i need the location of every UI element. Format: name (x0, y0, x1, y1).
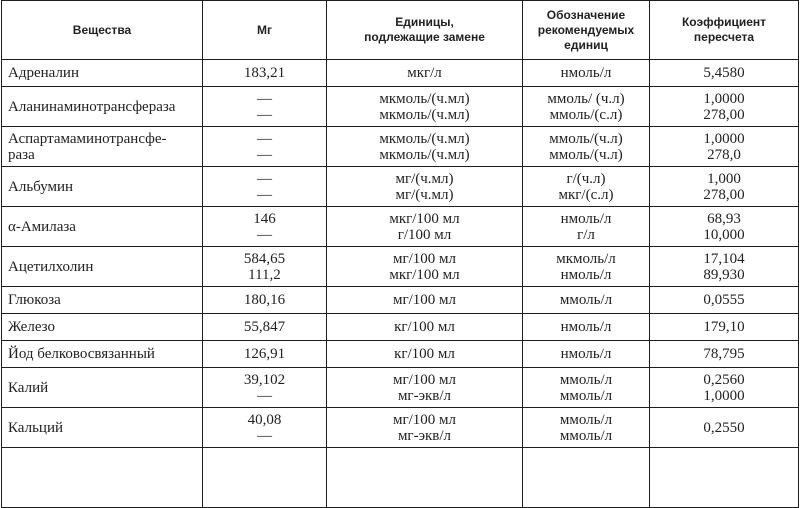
cell-value: 1,0000 (703, 387, 745, 404)
mg-cell (203, 60, 327, 87)
cell-value: мкг/100 мл (389, 266, 460, 283)
header-substance (2, 1, 203, 60)
cell-value: 78,795 (703, 346, 745, 362)
header-mg (203, 1, 327, 60)
coefficient-cell (650, 368, 799, 408)
cell-value: мг/100 мл (392, 411, 457, 428)
cell-value: ммоль/(ч.л) (549, 146, 623, 163)
recommended-cell (523, 127, 650, 167)
substance-cell (2, 60, 203, 87)
units-cell (327, 368, 523, 408)
cell-value: Глюкоза (8, 292, 61, 308)
recommended-cell (523, 408, 650, 448)
cell-value: мг/100 мл (392, 371, 457, 388)
cell-value: 111,2 (248, 266, 281, 283)
cell-value: ммоль/л (559, 371, 613, 388)
header-coefficient (650, 1, 799, 60)
coefficient-cell (650, 60, 799, 87)
table-row (2, 247, 799, 287)
table-row (2, 408, 799, 448)
cell-value: — (257, 146, 272, 163)
cell-value: раза (8, 146, 35, 163)
substance-cell (2, 341, 203, 368)
cell-value: г/л (577, 226, 595, 243)
coefficient-cell (650, 314, 799, 341)
units-cell (327, 247, 523, 287)
cell-value: — (257, 106, 272, 123)
cell-value: 584,65 (243, 250, 286, 267)
mg-cell (203, 408, 327, 448)
units-cell (327, 314, 523, 341)
cell-value: 68,93 (707, 210, 741, 227)
empty-row (2, 448, 799, 508)
units-cell (327, 167, 523, 207)
table-row (2, 368, 799, 408)
recommended-cell (523, 368, 650, 408)
cell-value: мкмоль/(ч.мл) (379, 130, 470, 147)
empty-cell (2, 448, 203, 508)
cell-value: Железо (8, 319, 55, 335)
cell-value: нмоль/л (560, 346, 612, 362)
units-cell (327, 408, 523, 448)
mg-cell (203, 368, 327, 408)
cell-value: 0,2550 (703, 419, 745, 436)
cell-value: ммоль/ (ч.л) (547, 90, 625, 107)
header-line: рекомендуемых (537, 22, 635, 37)
coefficient-cell (650, 341, 799, 368)
cell-value: Адреналин (8, 65, 79, 81)
table-row (2, 314, 799, 341)
cell-value: 146 (253, 210, 276, 227)
cell-value: мкмоль/(ч.мл) (379, 146, 470, 163)
table-row (2, 341, 799, 368)
recommended-cell (523, 314, 650, 341)
cell-value: 17,104 (703, 250, 745, 267)
header-line: Единицы, (395, 15, 454, 29)
table-row (2, 167, 799, 207)
cell-value: Калий (8, 379, 49, 396)
cell-value: 5,4580 (703, 65, 745, 81)
header-line: Обозначение (546, 7, 626, 22)
substance-cell (2, 127, 203, 167)
recommended-cell (523, 167, 650, 207)
mg-cell (203, 127, 327, 167)
header-units (327, 1, 523, 60)
cell-value: мг/100 мл (392, 250, 457, 267)
cell-value: ммоль/(ч.л) (549, 130, 623, 147)
table-row (2, 60, 799, 87)
cell-value: 40,08 (247, 411, 282, 428)
coefficient-cell (650, 408, 799, 448)
mg-cell (203, 314, 327, 341)
table-body (2, 60, 799, 508)
cell-value: мг-экв/л (397, 427, 452, 444)
header-row (2, 1, 799, 60)
table-row (2, 87, 799, 127)
mg-cell (203, 167, 327, 207)
units-cell (327, 207, 523, 247)
header-line: подлежащие замене (364, 30, 485, 44)
cell-value: 179,10 (703, 319, 745, 335)
cell-value: г/100 мл (397, 226, 452, 243)
cell-value: мг/100 мл (392, 292, 457, 308)
cell-value: — (257, 90, 272, 107)
cell-value: г/(ч.л) (566, 170, 606, 187)
substance-cell (2, 408, 203, 448)
mg-cell (203, 341, 327, 368)
units-cell (327, 60, 523, 87)
coefficient-cell (650, 287, 799, 314)
cell-value: — (257, 170, 272, 187)
cell-value: 180,16 (243, 292, 286, 308)
recommended-cell (523, 341, 650, 368)
cell-value: мг/(ч.мл) (395, 186, 454, 203)
mg-cell (203, 247, 327, 287)
substance-cell (2, 368, 203, 408)
cell-value: ммоль/л (559, 292, 613, 308)
cell-value: 89,930 (703, 266, 745, 283)
cell-value: 126,91 (243, 346, 286, 362)
cell-value: нмоль/л (560, 319, 612, 335)
cell-value: 0,0555 (703, 292, 745, 308)
mg-cell (203, 207, 327, 247)
cell-value: мкмоль/(ч.мл) (379, 90, 470, 107)
cell-value: ммоль/(с.л) (549, 106, 623, 123)
cell-value: 1,0000 (703, 130, 745, 147)
header-line: единиц (564, 37, 608, 52)
cell-value: мкг/(с.л) (558, 186, 614, 203)
recommended-cell (523, 60, 650, 87)
empty-cell (650, 448, 799, 508)
cell-value: Кальций (8, 419, 64, 436)
cell-value: мг/(ч.мл) (395, 170, 454, 187)
cell-value: 183,21 (243, 65, 286, 81)
cell-value: 0,2560 (703, 371, 745, 388)
header-line: пересчета (693, 30, 755, 44)
cell-value: ммоль/л (559, 387, 613, 404)
header-recommended (523, 1, 650, 60)
substance-cell (2, 247, 203, 287)
cell-value: 10,000 (703, 226, 745, 243)
cell-value: α-Амилаза (8, 218, 76, 235)
cell-value: кг/100 мл (394, 319, 455, 335)
coefficient-cell (650, 87, 799, 127)
cell-value: Ацетилхолин (8, 258, 94, 275)
cell-value: — (257, 186, 272, 203)
mg-cell (203, 287, 327, 314)
coefficient-cell (650, 127, 799, 167)
cell-value: 55,847 (243, 319, 286, 335)
cell-value: нмоль/л (560, 210, 612, 227)
cell-value: 1,0000 (703, 90, 745, 107)
substance-cell (2, 314, 203, 341)
cell-value: 278,0 (707, 146, 741, 163)
table-row (2, 287, 799, 314)
substance-cell (2, 87, 203, 127)
cell-value: — (257, 226, 272, 243)
substance-cell (2, 287, 203, 314)
coefficient-cell (650, 247, 799, 287)
empty-cell (327, 448, 523, 508)
cell-value: нмоль/л (560, 266, 612, 283)
cell-value: кг/100 мл (394, 346, 455, 362)
cell-value: мкмоль/л (556, 250, 616, 267)
table-row (2, 207, 799, 247)
cell-value: ммоль/л (559, 411, 613, 428)
cell-value: 1,000 (707, 170, 741, 187)
cell-value: мкг/л (407, 65, 442, 81)
units-cell (327, 287, 523, 314)
cell-value: — (257, 427, 272, 444)
cell-value: — (257, 130, 272, 147)
coefficient-cell (650, 167, 799, 207)
empty-cell (523, 448, 650, 508)
units-cell (327, 87, 523, 127)
table-row (2, 127, 799, 167)
units-cell (327, 127, 523, 167)
empty-cell (203, 448, 327, 508)
cell-value: 278,00 (703, 186, 745, 203)
cell-value: мкг/100 мл (389, 210, 460, 227)
substance-cell (2, 207, 203, 247)
cell-value: мг-экв/л (397, 387, 452, 404)
header-line: Коэффициент (681, 15, 767, 29)
cell-value: Йод белковосвязанный (8, 346, 155, 362)
recommended-cell (523, 287, 650, 314)
cell-value: мкмоль/(ч.мл) (379, 106, 470, 123)
header-line: Вещества (72, 22, 132, 37)
coefficient-cell (650, 207, 799, 247)
cell-value: ммоль/л (559, 427, 613, 444)
recommended-cell (523, 247, 650, 287)
cell-value: 278,00 (703, 106, 745, 123)
cell-value: Аланинаминотрансфераза (8, 98, 176, 115)
substance-cell (2, 167, 203, 207)
cell-value: нмоль/л (560, 65, 612, 81)
cell-value: 39,102 (243, 371, 286, 388)
cell-value: Аспартамаминотрансфе- (8, 130, 167, 147)
recommended-cell (523, 207, 650, 247)
mg-cell (203, 87, 327, 127)
cell-value: Альбумин (8, 178, 74, 195)
recommended-cell (523, 87, 650, 127)
units-cell (327, 341, 523, 368)
header-line: Мг (257, 22, 272, 37)
cell-value: — (257, 387, 272, 404)
conversion-table (1, 0, 799, 508)
